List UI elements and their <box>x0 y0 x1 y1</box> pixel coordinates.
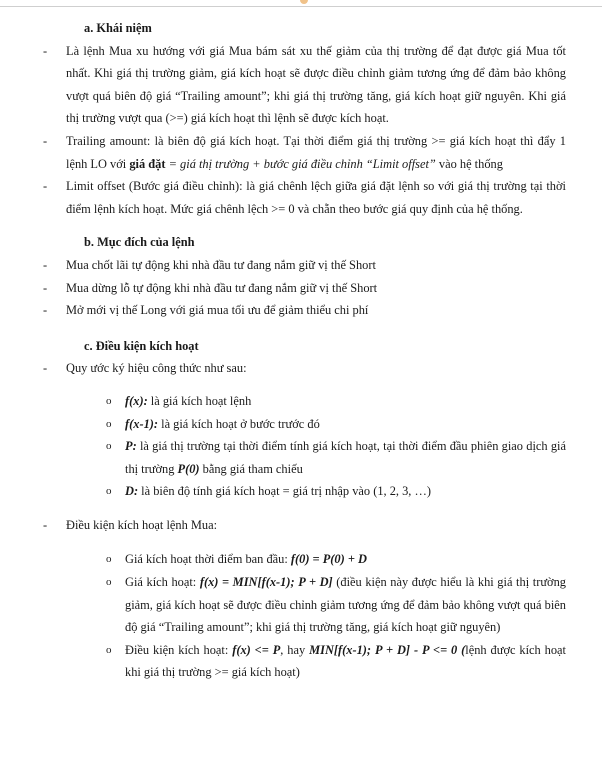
header-accent <box>300 0 308 4</box>
document-page <box>0 17 602 684</box>
dash-marker: - <box>43 179 48 194</box>
list-item: - Limit offset (Bước giá điều chỉnh): là giá chênh lệch giữa giá đặt lệnh so với giá thị trường tại thời điểm lệnh kích hoạt. Mức giá chênh lệch >= 0 và chẵn theo bước giá quy định của hệ thống. <box>0 175 602 220</box>
list-item: - Quy ước ký hiệu công thức như sau: <box>0 357 602 380</box>
circle-marker: o <box>106 553 112 566</box>
heading-b: b. Mục đích của lệnh <box>84 235 195 250</box>
buy-condition-list <box>0 548 602 684</box>
circle-marker: o <box>106 417 112 430</box>
symbol-item: o f(x-1): là giá kích hoạt ở bước trước đó <box>0 413 602 436</box>
circle-marker: o <box>106 576 112 589</box>
condition-item: o Giá kích hoạt: f(x) = MIN[f(x-1); P + D] (điều kiện này được hiểu là khi giá thị trường giảm, giá kích hoạt sẽ được điều chỉnh giảm tương ứng để đảm bảo không vượt quá biên độ giá “Trailing amount”; khi giá thị trường tăng, giá kích hoạt giữ nguyên) <box>0 571 602 639</box>
list-item: - Mở mới vị thế Long với giá mua tối ưu để giảm thiểu chi phí <box>0 299 602 322</box>
dash-marker: - <box>43 517 48 532</box>
dash-marker: - <box>43 361 48 376</box>
dash-marker: - <box>43 257 48 272</box>
heading-c: c. Điều kiện kích hoạt <box>84 338 199 353</box>
section-a-list <box>0 40 602 221</box>
section-b-list <box>0 254 602 322</box>
symbol-item: o D: là biên độ tính giá kích hoạt = giá trị nhập vào (1, 2, 3, …) <box>0 480 602 503</box>
dash-marker: - <box>43 133 48 148</box>
symbol-item: o f(x): là giá kích hoạt lệnh <box>0 390 602 413</box>
list-item: - Mua dừng lỗ tự động khi nhà đầu tư đang nắm giữ vị thế Short <box>0 277 602 300</box>
circle-marker: o <box>106 394 112 407</box>
dash-marker: - <box>43 280 48 295</box>
dash-marker: - <box>43 43 48 58</box>
circle-marker: o <box>106 440 112 453</box>
section-c-body <box>0 357 602 684</box>
circle-marker: o <box>106 485 112 498</box>
list-item: - Mua chốt lãi tự động khi nhà đầu tư đang nắm giữ vị thế Short <box>0 254 602 277</box>
symbol-list <box>0 390 602 503</box>
condition-item: o Điều kiện kích hoạt: f(x) <= P, hay MIN[f(x-1); P + D] - P <= 0 (lệnh được kích hoạt khi giá thị trường >= giá kích hoạt) <box>0 639 602 684</box>
heading-a: a. Khái niệm <box>84 21 152 35</box>
list-item: - Trailing amount: là biên độ giá kích hoạt. Tại thời điểm giá thị trường >= giá kích hoạt thì đẩy 1 lệnh LO với giá đặt = giá thị trường + bước giá điều chỉnh “Limit offset” vào hệ thống <box>0 130 602 175</box>
circle-marker: o <box>106 643 112 656</box>
header-rule <box>0 6 602 7</box>
list-item: - Là lệnh Mua xu hướng với giá Mua bám sát xu thế giảm của thị trường để đạt được giá Mua tốt nhất. Khi giá thị trường giảm, giá kích hoạt sẽ được điều chỉnh giảm tương ứng để đảm bảo không vượt quá biên độ giá “Trailing amount”; khi giá thị trường tăng, giá kích hoạt giữ nguyên. Khi giá thị trường vượt qua (>=) giá kích hoạt thì lệnh sẽ được kích hoạt. <box>0 40 602 130</box>
symbol-item: o P: là giá thị trường tại thời điểm tính giá kích hoạt, tại thời điểm đầu phiên giao dịch giá thị trường P(0) bằng giá tham chiếu <box>0 435 602 480</box>
condition-item: o Giá kích hoạt thời điểm ban đầu: f(0) = P(0) + D <box>0 548 602 571</box>
dash-marker: - <box>43 303 48 318</box>
list-item: - Điều kiện kích hoạt lệnh Mua: <box>0 514 602 537</box>
